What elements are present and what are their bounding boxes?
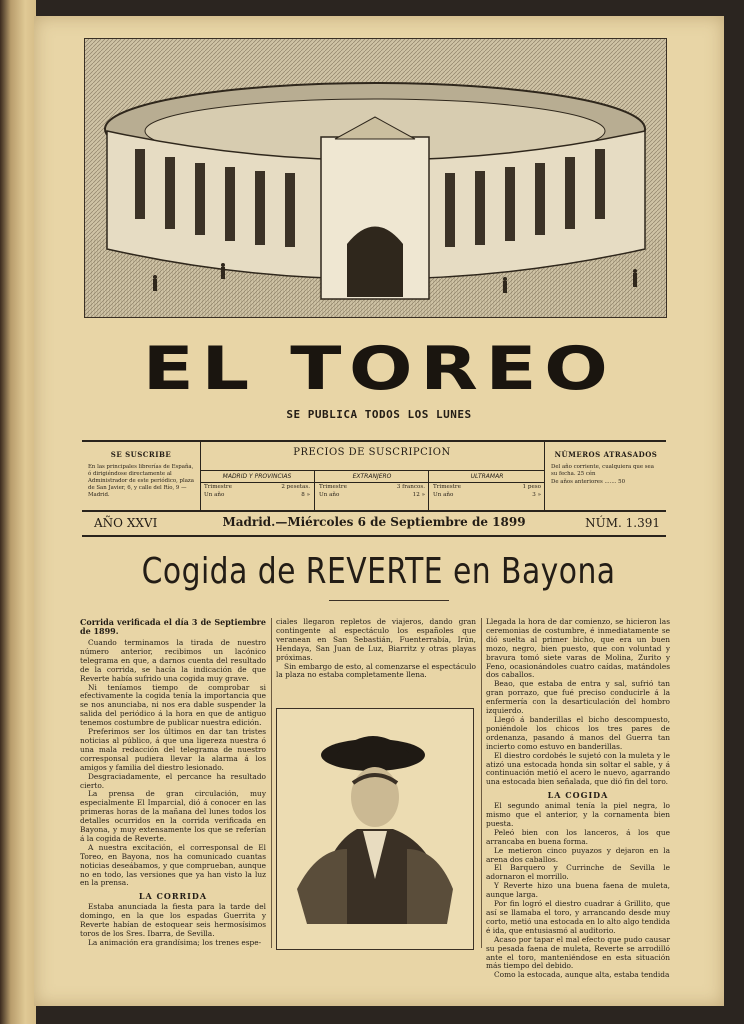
section-heading: LA CORRIDA [138, 891, 208, 902]
issue-year: AÑO XXVI [94, 516, 158, 530]
price-label: Trimestre [204, 484, 232, 490]
bullring-engraving [84, 38, 667, 318]
newspaper-page [34, 16, 724, 1006]
subscribe-column [82, 442, 201, 510]
zone-ultramar [428, 471, 545, 511]
dateline [82, 513, 666, 537]
paragraph: Cuando terminamos la tirada de nuestro número anterior, recibimos un lacónico telegrama en que, a darnos cuenta del resultado de la corrida, se hacía la indicación de que Reverte había sufrido una cogida muy grave. [80, 638, 266, 683]
zone-madrid [200, 471, 314, 511]
paragraph: Y Reverte hizo una buena faena de muleta, aunque larga. [486, 881, 670, 900]
price-value: 12 » [412, 492, 425, 498]
paragraph: Llegó á banderillas el bicho descompuesto, poniéndole los chicos los tres pares de ordenanza, pasando á manos del Guerra tan incierto como estuvo en banderillas. [486, 714, 670, 751]
tagline: SE PUBLICA TODOS LOS LUNES [286, 408, 472, 421]
price-row [429, 491, 545, 499]
price-label: Un año [433, 492, 454, 498]
article-column-1 [80, 618, 266, 948]
headline-rule [329, 600, 449, 603]
paragraph: La animación era grandísima; los trenes espe- [88, 937, 262, 947]
column-rule [481, 618, 482, 948]
paragraph: Como la estocada, aunque alta, estaba tendida [494, 970, 670, 980]
price-value: 3 » [532, 492, 541, 498]
subscription-box [82, 440, 666, 512]
paragraph: Estaba anunciada la fiesta para la tarde del domingo, en la que los espadas Guerrita y Reverte habían de estoquear seis hermosísimos toros de los Sres. Ibarra, de Sevilla. [80, 902, 266, 938]
paragraph: Acaso por tapar el mal efecto que pudo causar su pesada faena de muleta, Reverte se arrodilló ante el toro, manteniéndose en esta situación más tiempo del debido. [486, 934, 670, 971]
article-headline [34, 551, 724, 592]
price-value: 8 » [301, 492, 310, 498]
price-value: 2 pesetas. [281, 484, 310, 490]
paragraph: ciales llegaron repletos de viajeros, dando gran contingente al espectáculo los españoles que veranean en San Sebastián, Fuenterrabía, Irún, Hendaya, San Juan de Luz, Biarritz y otras playas próximas. [276, 617, 476, 662]
price-value: 3 francos. [396, 484, 425, 490]
paragraph: Le metieron cinco puyazos y dejaron en la arena dos caballos. [486, 845, 670, 864]
paragraph: La prensa de gran circulación, muy especialmente El Imparcial, dió á conocer en las primeras horas de la mañana del lunes todos los detalles ocurridos en la corrida verificada en Bayona, y muy extensamente los que se referían á la cogida de Reverte. [80, 789, 266, 843]
issue-number: NÚM. 1.391 [585, 516, 660, 530]
price-label: Un año [319, 492, 340, 498]
paragraph: El segundo animal tenía la piel negra, lo mismo que el anterior, y la cornamenta bien puesta. [486, 801, 670, 828]
zone-name: MADRID Y PROVINCIAS [200, 471, 314, 483]
paragraph: Beao, que estaba de entra y sal, sufrió tan gran porrazo, que fué preciso conducirle á la enfermería con la desarticulación del hombro izquierdo. [486, 679, 670, 716]
headline-text: Cogida de REVERTE en Bayona [142, 551, 616, 592]
price-zones [200, 470, 544, 511]
price-row [315, 483, 429, 491]
zone-extranjero [314, 471, 429, 511]
zone-name: EXTRANJERO [315, 471, 429, 483]
article-column-2 [276, 618, 476, 680]
zone-name: ULTRAMAR [429, 471, 545, 483]
article-column-3 [486, 618, 670, 980]
price-row [200, 483, 314, 491]
paragraph: Peleó bien con los lanceros, á los que arrancaba en buena forma. [486, 827, 670, 846]
price-label: Un año [204, 492, 225, 498]
prices-heading: PRECIOS DE SUSCRIPCION [293, 447, 451, 458]
newspaper-title: EL TOREO [142, 334, 616, 404]
subscribe-heading: SE SUSCRIBE [110, 450, 172, 459]
back-issues-column [544, 442, 667, 510]
section-heading: LA COGIDA [547, 790, 609, 801]
back-issues-row: Del año corriente, cualquiera que sea su fecha. 25 cén [551, 464, 654, 477]
back-issues-heading: NÚMEROS ATRASADOS [554, 450, 658, 459]
paragraph: El diestro cordobés le sujetó con la muleta y le atizó una estocada honda sin soltar el sable, y á continuación metió el acero le nuevo, agarrando una estocada bien señalada, que dió fin del toro. [486, 750, 670, 787]
prices-column [200, 442, 544, 510]
back-issues-row: De años anteriores ....... 50 [551, 479, 626, 485]
price-label: Trimestre [319, 484, 347, 490]
paragraph: Ni teníamos tiempo de comprobar si efectivamente la cogida tenía la importancia que se nos anunciaba, ni nos era dable suspender la salida del periódico á la hora en que de antiguo tenemos costumbre de publicar nuestra edición. [80, 682, 266, 728]
book-spine [0, 0, 36, 1024]
bullfighter-portrait [276, 708, 474, 950]
price-label: Trimestre [433, 484, 461, 490]
subscribe-text: En las principales librerías de España, ó dirigiéndose directamente al Administrador de este periódico, plaza de San Javier, 6, y calle del Río, 9 —Madrid. [88, 464, 194, 498]
price-row [200, 491, 314, 499]
paragraph: Por fin logró el diestro cuadrar á Grillito, que así se llamaba el toro, y arrancando desde muy corto, metió una estocada en lo alto algo tendida é ida, que entusiasmó al auditorio. [486, 899, 670, 935]
column-rule [271, 618, 272, 948]
paragraph: Desgraciadamente, el percance ha resultado cierto. [80, 771, 266, 790]
price-row [429, 483, 545, 491]
paragraph: El Barquero y Currinche de Sevilla le adornaron el morrillo. [486, 863, 670, 882]
price-value: 1 peso [522, 484, 541, 490]
paragraph: Sin embargo de esto, al comenzarse el espectáculo la plaza no estaba completamente llena. [276, 661, 476, 680]
paragraph: Preferimos ser los últimos en dar tan tristes noticias al público, á que una ligereza nuestra ó una mala redacción del telegrama de nuestro corresponsal pudiera llevar la alarma á los amigos y familia del diestro lesionado. [80, 727, 266, 772]
article-subhead: Corrida verificada el día 3 de Septiembre de 1899. [80, 617, 266, 636]
issue-date: Madrid.—Miércoles 6 de Septiembre de 1899 [222, 515, 526, 529]
price-row [315, 491, 429, 499]
paragraph: Llegada la hora de dar comienzo, se hicieron las ceremonias de costumbre, é inmediatamente se dió suelta al primer bicho, que era un buen mozo, negro, bien puesto, que con voluntad y bravura tomó siete varas de Molina, Zurito y Feno, ocasionándoles cuatro caídas, matándoles dos caballos. [486, 617, 670, 680]
paragraph: A nuestra excitación, el corresponsal de El Toreo, en Bayona, nos ha comunicado cuantas noticias deseábamos, y que comprueban, aunque no en todo, las versiones que ya han visto la luz en la prensa. [80, 842, 266, 888]
